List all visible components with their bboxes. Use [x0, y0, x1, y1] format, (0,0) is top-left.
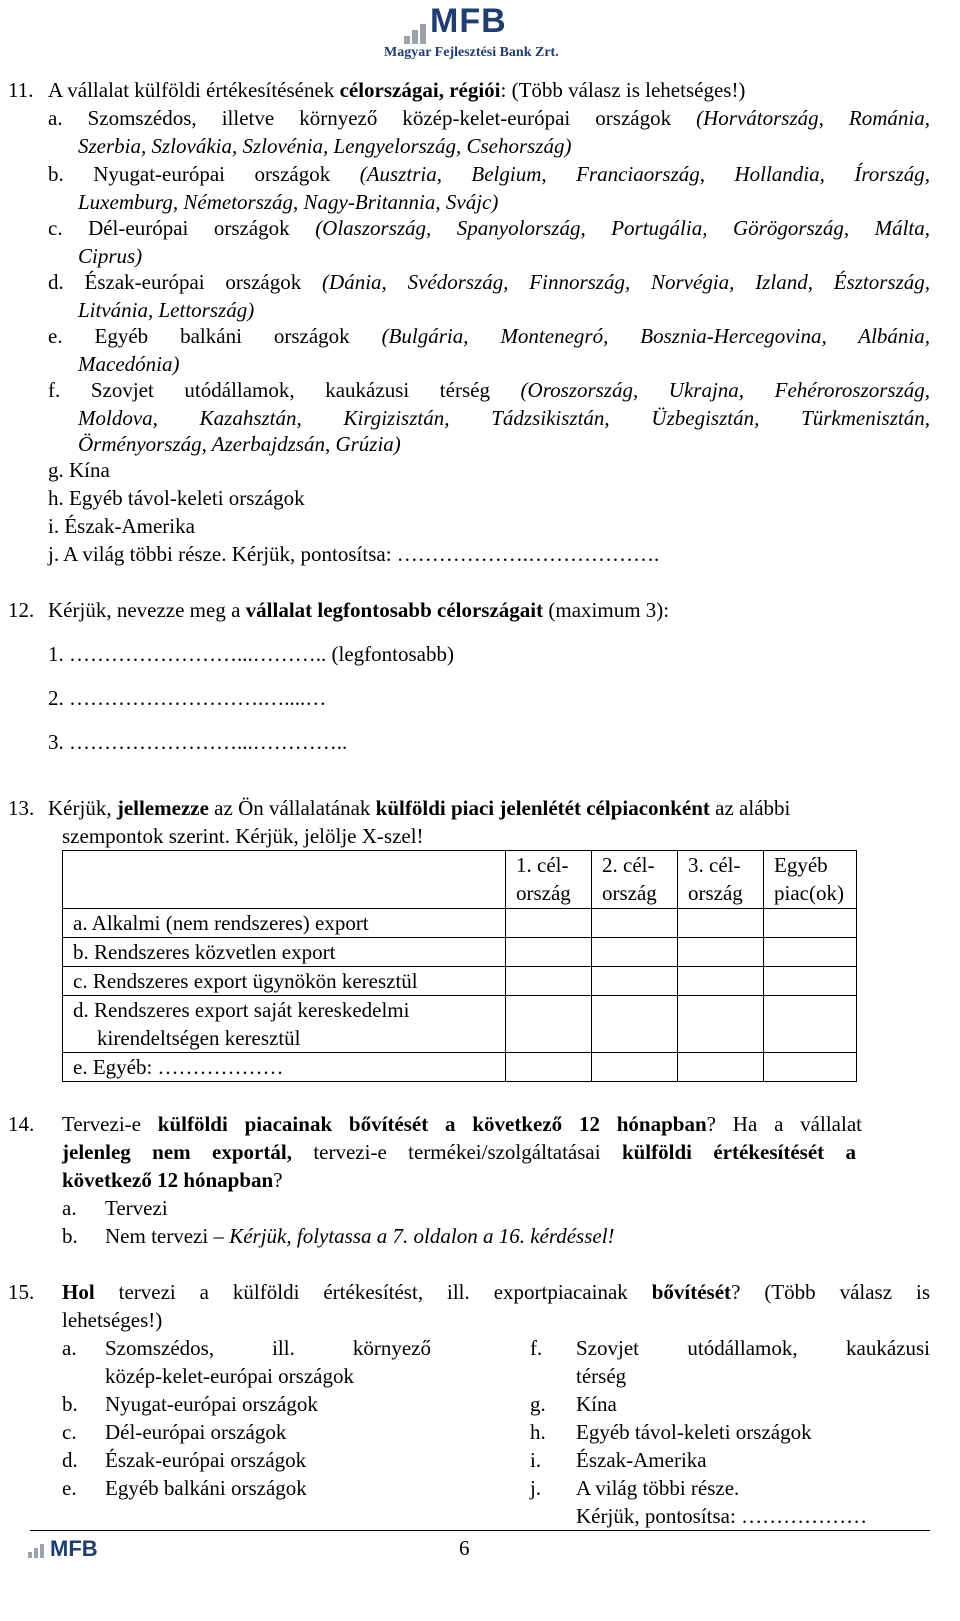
footer-divider	[30, 1530, 930, 1531]
row-label-a: a. Alkalmi (nem rendszeres) export	[63, 909, 506, 938]
q11-option-j[interactable]: j. A világ többi része. Kérjük, pontosítsa: ……………….……………….	[48, 542, 660, 566]
cell-checkbox[interactable]	[764, 1053, 857, 1082]
cell-checkbox[interactable]	[506, 967, 592, 996]
q12-answer-2[interactable]: 2. ……………………….…....…	[48, 686, 327, 710]
q13-number: 13.	[8, 796, 35, 820]
row-label-d: d. Rendszeres export saját kereskedelmi kirendeltségen keresztül	[63, 996, 506, 1053]
cell-checkbox[interactable]	[764, 938, 857, 967]
q11-option-g[interactable]: g. Kína	[48, 458, 110, 482]
q13-question-cont: szempontok szerint. Kérjük, jelölje X-szel!	[62, 824, 424, 848]
q11-option-d[interactable]: d. Észak-európai országok (Dánia, Svédország, Finnország, Norvégia, Izland, Észtország,	[48, 270, 931, 294]
q15-left-c-key: c.	[62, 1420, 77, 1444]
q11-option-e-cont: Macedónia)	[78, 352, 180, 376]
q15-right-h-key: h.	[530, 1420, 546, 1444]
cell-checkbox[interactable]	[592, 938, 678, 967]
col-header-3: 3. cél- ország	[678, 851, 764, 909]
q14-number: 14.	[8, 1112, 35, 1136]
q11-option-a[interactable]: a. Szomszédos, illetve környező közép-kelet-európai országok (Horvátország, Románia,	[48, 106, 930, 130]
q13-question: Kérjük, jellemezze az Ön vállalatának külföldi piaci jelenlétét célpiaconként az alábbi	[48, 796, 791, 820]
cell-checkbox[interactable]	[764, 909, 857, 938]
table-row	[63, 967, 857, 996]
q12-number: 12.	[8, 598, 35, 622]
table-row	[63, 938, 857, 967]
cell-checkbox[interactable]	[506, 1053, 592, 1082]
q11-option-f-cont: Moldova, Kazahsztán, Kirgizisztán, Tádzsikisztán, Üzbegisztán, Türkmenisztán,	[78, 406, 930, 430]
q11-option-b[interactable]: b. Nyugat-európai országok (Ausztria, Belgium, Franciaország, Hollandia, Írország,	[48, 162, 930, 186]
q12-question: Kérjük, nevezze meg a vállalat legfontosabb célországait (maximum 3):	[48, 598, 670, 622]
row-label-e[interactable]: e. Egyéb: ………………	[63, 1053, 506, 1082]
q14-option-b[interactable]: Nem tervezi – Kérjük, folytassa a 7. oldalon a 16. kérdéssel!	[105, 1224, 615, 1248]
q14-question-cont: jelenleg nem exportál, tervezi-e termékei/szolgáltatásai külföldi értékesítését a	[62, 1140, 857, 1164]
q11-option-i[interactable]: i. Észak-Amerika	[48, 514, 195, 538]
cell-checkbox[interactable]	[506, 938, 592, 967]
q15-question: Hol tervezi a külföldi értékesítést, ill. exportpiacainak bővítését? (Több válasz is	[62, 1280, 930, 1304]
q11-option-e[interactable]: e. Egyéb balkáni országok (Bulgária, Montenegró, Bosznia-Hercegovina, Albánia,	[48, 324, 930, 348]
q15-right-j-key: j.	[530, 1476, 542, 1500]
q15-left-d[interactable]: Észak-európai országok	[105, 1448, 307, 1472]
q15-right-f-key: f.	[530, 1336, 543, 1360]
q11-option-f[interactable]: f. Szovjet utódállamok, kaukázusi térség (Oroszország, Ukrajna, Fehéroroszország,	[48, 378, 931, 402]
q13-table	[62, 850, 857, 1082]
q14-question-cont2: következő 12 hónapban?	[62, 1168, 283, 1192]
q11-option-b-cont: Luxemburg, Németország, Nagy-Britannia, Svájc)	[78, 190, 499, 214]
q15-right-j[interactable]: A világ többi része.	[576, 1476, 740, 1500]
q15-question-cont: lehetséges!)	[62, 1308, 163, 1332]
q15-right-f[interactable]: Szovjet utódállamok, kaukázusi	[576, 1336, 930, 1360]
cell-checkbox[interactable]	[506, 996, 592, 1053]
cell-checkbox[interactable]	[592, 996, 678, 1053]
col-header-1: 1. cél- ország	[506, 851, 592, 909]
table-row	[63, 1053, 857, 1082]
q15-left-e[interactable]: Egyéb balkáni országok	[105, 1476, 307, 1500]
q15-right-i-key: i.	[530, 1448, 542, 1472]
cell-checkbox[interactable]	[678, 1053, 764, 1082]
q15-left-a-key: a.	[62, 1336, 77, 1360]
q14-option-a-key: a.	[62, 1196, 77, 1220]
col-header-2: 2. cél- ország	[592, 851, 678, 909]
cell-checkbox[interactable]	[506, 909, 592, 938]
q14-option-b-key: b.	[62, 1224, 78, 1248]
q15-right-f-cont: térség	[576, 1364, 627, 1388]
cell-checkbox[interactable]	[678, 967, 764, 996]
q11-option-f-cont2: Örményország, Azerbajdzsán, Grúzia)	[78, 432, 401, 456]
cell-checkbox[interactable]	[592, 909, 678, 938]
q15-left-e-key: e.	[62, 1476, 77, 1500]
q15-number: 15.	[8, 1280, 35, 1304]
q11-option-c[interactable]: c. Dél-európai országok (Olaszország, Spanyolország, Portugália, Görögország, Málta,	[48, 216, 930, 240]
cell-checkbox[interactable]	[678, 909, 764, 938]
q11-option-a-cont: Szerbia, Szlovákia, Szlovénia, Lengyelország, Csehország)	[78, 134, 572, 158]
q15-left-a-cont: közép-kelet-európai országok	[105, 1364, 354, 1388]
cell-checkbox[interactable]	[592, 1053, 678, 1082]
q11-number: 11.	[8, 78, 34, 102]
q12-answer-1[interactable]: 1. ……………………...……….. (legfontosabb)	[48, 642, 454, 666]
cell-checkbox[interactable]	[764, 967, 857, 996]
q15-left-c[interactable]: Dél-európai országok	[105, 1420, 287, 1444]
q15-right-i[interactable]: Észak-Amerika	[576, 1448, 707, 1472]
col-header-4: Egyéb piac(ok)	[764, 851, 857, 909]
footer-logo-text: MFB	[50, 1536, 98, 1561]
q15-right-g-key: g.	[530, 1392, 546, 1416]
cell-checkbox[interactable]	[592, 967, 678, 996]
logo-text: MFB	[430, 2, 507, 40]
row-label-c: c. Rendszeres export ügynökön keresztül	[63, 967, 506, 996]
q14-question: Tervezi-e külföldi piacainak bővítését a következő 12 hónapban? Ha a vállalat	[62, 1112, 862, 1136]
q15-left-a[interactable]: Szomszédos, ill. környező	[105, 1336, 431, 1360]
q15-right-j-specify[interactable]: Kérjük, pontosítsa: ………………	[576, 1504, 868, 1528]
q15-left-b-key: b.	[62, 1392, 78, 1416]
q15-left-d-key: d.	[62, 1448, 78, 1472]
cell-checkbox[interactable]	[678, 996, 764, 1053]
q15-right-h[interactable]: Egyéb távol-keleti országok	[576, 1420, 812, 1444]
q11-option-h[interactable]: h. Egyéb távol-keleti országok	[48, 486, 305, 510]
table-header-blank	[63, 851, 506, 909]
page-number: 6	[459, 1536, 470, 1560]
row-label-b: b. Rendszeres közvetlen export	[63, 938, 506, 967]
cell-checkbox[interactable]	[678, 938, 764, 967]
cell-checkbox[interactable]	[764, 996, 857, 1053]
q11-question: A vállalat külföldi értékesítésének célországai, régiói: (Több válasz is lehetséges!)	[48, 78, 746, 102]
mfb-header-logo	[380, 0, 580, 68]
q15-right-g[interactable]: Kína	[576, 1392, 617, 1416]
table-row	[63, 909, 857, 938]
q14-option-a[interactable]: Tervezi	[105, 1196, 168, 1220]
logo-subtitle: Magyar Fejlesztési Bank Zrt.	[384, 45, 559, 60]
q11-option-c-cont: Ciprus)	[78, 244, 143, 268]
q12-answer-3[interactable]: 3. ……………………...…………..	[48, 730, 348, 754]
table-row	[63, 996, 857, 1053]
q15-left-b[interactable]: Nyugat-európai országok	[105, 1392, 318, 1416]
q11-option-d-cont: Litvánia, Lettország)	[78, 298, 255, 322]
